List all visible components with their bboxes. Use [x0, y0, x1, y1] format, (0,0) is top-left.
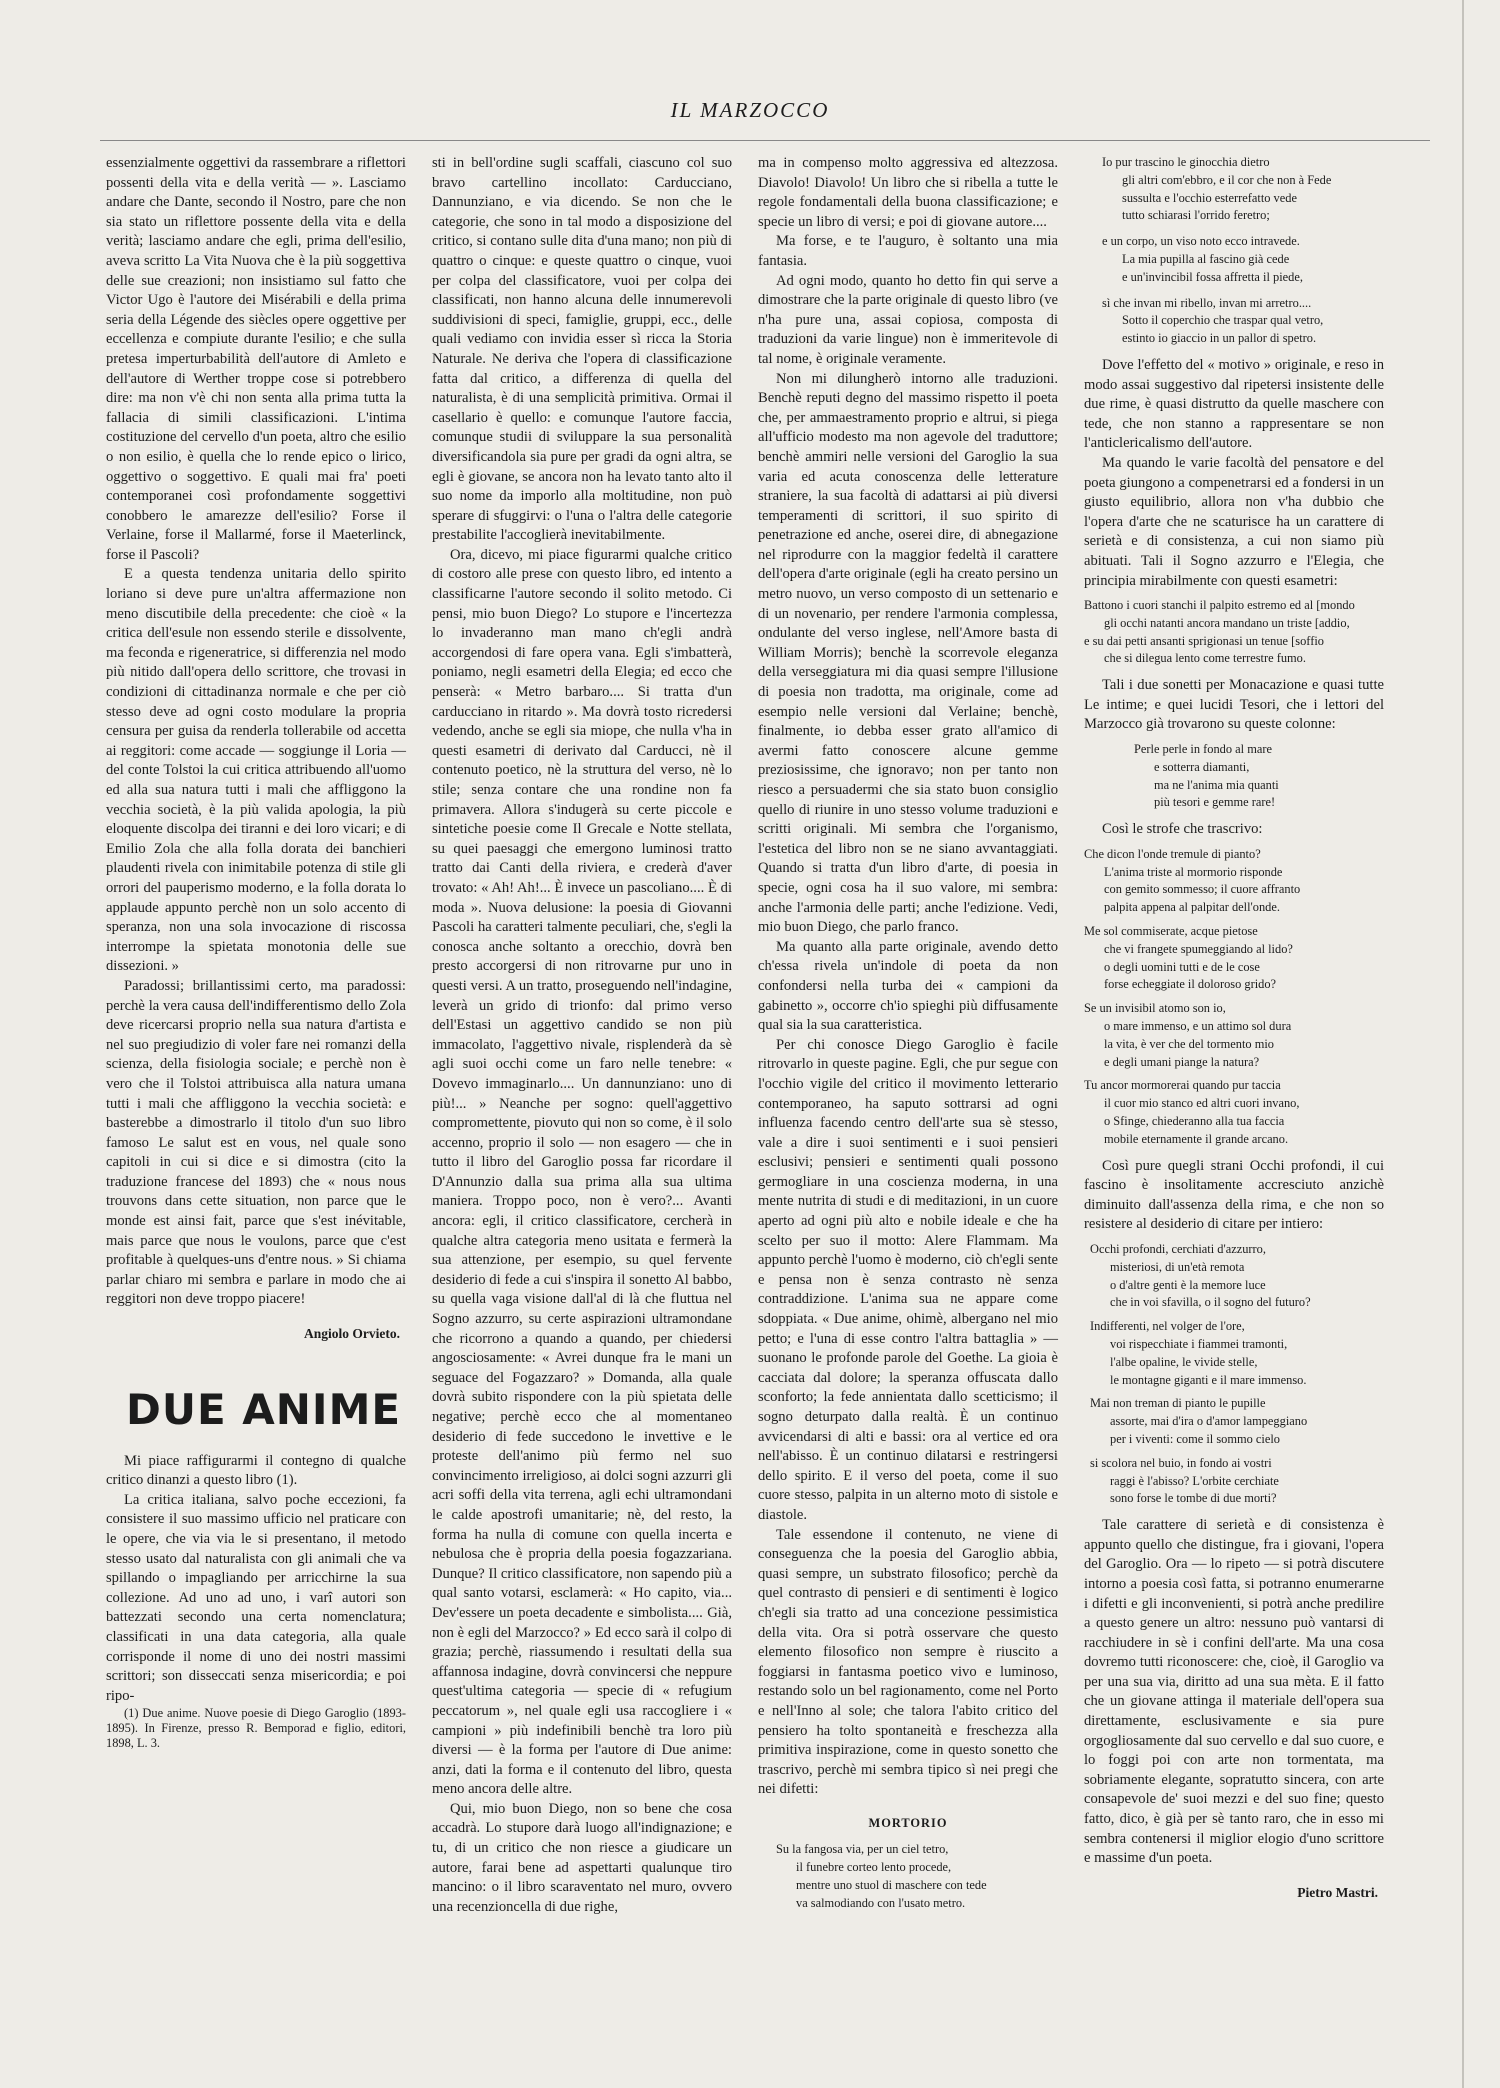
poem-elegia	[1084, 597, 1384, 668]
poem-line: o d'altre genti è la memore luce	[1110, 1277, 1266, 1292]
poem-line: Me sol commiserate, acque pietose	[1084, 924, 1258, 939]
poem-line: il funebre corteo lento procede,	[796, 1860, 952, 1875]
footnote: (1) Due anime. Nuove poesie di Diego Garoglio (1893-1895). In Firenze, presso R. Bemporad e figlio, editori, 1898, L. 3.	[106, 1706, 406, 1751]
poem-mortorio-cont	[1102, 154, 1384, 348]
paragraph: Tali i due sonetti per Monacazione e quasi tutte Le intime; e quei lucidi Tesori, che i lettori del Marzocco già trovarono su queste colonne:	[1084, 677, 1384, 733]
poem-line: Io pur trascino le ginocchia dietro	[1102, 155, 1270, 169]
poem-line: gli altri com'ebbro, e il cor che non à Fede	[1122, 172, 1332, 187]
poem-line: Su la fangosa via, per un ciel tetro,	[776, 1842, 949, 1857]
poem-line: e su dai petti ansanti sprigionasi un tenue [soffio	[1084, 633, 1324, 648]
paragraph: La critica italiana, salvo poche eccezioni, fa consistere il suo massimo ufficio nel praticare con le opere, che via via le si presentano, il metodo stesso usato dal naturalista con gli animali che va spillando o impagliando per arricchirne la sua collezione. Ad uno ad uno, i varî autori son battezzati secondo una certa nomenclatura; classificati in una data categoria, alla quale corrisponde il nome di uno dei nostri massimi scrittori; son disseccati senza misericordia; e poi ripo-	[106, 1491, 406, 1704]
signature-mastri: Pietro Mastri.	[1297, 1884, 1378, 1900]
poem-line: assorte, mai d'ira o d'amor lampeggiano	[1110, 1414, 1308, 1429]
poem-line: forse echeggiate il doloroso grido?	[1104, 977, 1277, 992]
paragraph: Ad ogni modo, quanto ho detto fin qui serve a dimostrare che la parte originale di questo libro (ve n'ha pure una, assai copiosa, composta di traduzioni da varie lingue) non è immeritevole di tal nome, è originale veramente.	[758, 272, 1058, 367]
masthead-title: IL MARZOCCO	[670, 98, 830, 122]
column-4	[1084, 154, 1384, 1902]
poem-line: Mai non treman di pianto le pupille	[1090, 1396, 1266, 1411]
poem-line: mobile eternamente il grande arcano.	[1104, 1131, 1289, 1146]
poem-line: il cuor mio stanco ed altri cuori invano,	[1104, 1096, 1300, 1111]
poem-line: Battono i cuori stanchi il palpito estremo ed al [mondo	[1084, 598, 1355, 613]
paragraph: Mi piace raffigurarmi il contegno di qualche critico dinanzi a questo libro (1).	[106, 1452, 406, 1489]
poem-line: più tesori e gemme rare!	[1154, 795, 1276, 810]
poem-line: va salmodiando con l'usato metro.	[796, 1895, 966, 1910]
poem-line: L'anima triste al mormorio risponde	[1104, 864, 1283, 879]
col1-body	[106, 154, 406, 1310]
poem-line: gli occhi natanti ancora mandano un triste [addio,	[1104, 615, 1350, 630]
signature-orvieto: Angiolo Orvieto.	[304, 1326, 400, 1342]
poem-mortorio	[776, 1841, 1058, 1912]
paragraph: Così pure quegli strani Occhi profondi, il cui fascino è insolitamente accresciuto anzichè diminuito dall'assenza della rima, e che non so resistere al desiderio di citare per intiero:	[1084, 1157, 1384, 1233]
paragraph: Tale carattere di serietà e di consistenza è appunto quello che distingue, fra i giovani, l'opera del Garoglio. Ora — lo ripeto — si potrà discutere intorno a poesia così fatta, si potranno enumerarne i difetti e gli inconvenienti, si potrà anche predilire a questo genere un altro: nessuno può vantarsi di racchiudere in sè i confini dell'arte. Ma una cosa dovremo tutti riconoscere: che, cioè, il Garoglio va per una sua via, diritto ad una sua mèta. E il fatto che un giovane attinga il materiale dell'opera sua direttamente, esclusivamente e sia pure orgogliosamente dal suo cervello e dal suo cuore, e lo foggi poi con arte non tormentata, ma sobriamente elegante, sopratutto sincera, con arte consapevole de' suoi mezzi e del suo fine; questo fatto, dico, è già per sè tanto raro, che in esso mi sembra contenersi il miglior elogio d'uno scrittore e massime d'un poeta.	[1084, 1517, 1384, 1867]
poem-onde	[1084, 846, 1384, 1149]
paragraph: Ma forse, e te l'auguro, è soltanto una mia fantasia.	[758, 233, 1058, 269]
article-title: DUE ANIME	[126, 1384, 402, 1434]
paragraph: ma in compenso molto aggressiva ed altezzosa. Diavolo! Diavolo! Un libro che si ribella a tutte le regole fondamentali della buona classificazione; e specie un libro di versi; e poi di giovane autore....	[758, 155, 1058, 230]
poem-line: sono forse le tombe di due morti?	[1110, 1491, 1277, 1506]
paragraph: Ma quanto alla parte originale, avendo detto ch'essa rivela un'indole di poeta da non confondersi nella turba dei « campioni da gabinetto », occorre ch'io spieghi più diffusamente qual sia la sua caratteristica.	[758, 938, 1058, 1034]
poem-line: sì che invan mi ribello, invan mi arretro....	[1102, 295, 1312, 310]
poem-line: e sotterra diamanti,	[1154, 759, 1250, 774]
poem-line: Tu ancor mormorerai quando pur taccia	[1084, 1078, 1281, 1093]
poem-line: ma ne l'anima mia quanti	[1154, 777, 1279, 792]
paragraph: Non mi dilungherò intorno alle traduzioni. Benchè reputi degno del massimo rispetto il poeta che, per ammaestramento proprio e altrui, si piega all'ufficio modesto ma non agevole del traduttore; benchè ammiri nelle versioni del Garoglio la sua varia ed acuta conoscenza delle letterature straniere, la sua facoltà di adattarsi ai più diversi temperamenti di scrittori, il suo spirito di penetrazione ed anche, oserei dire, di abnegazione nel riprodurre con la maggior fedeltà il carattere dell'opera d'arte originale (egli ha creato persino un metro nuovo, un verso composto di un settenario e di un novenario, per rendere l'armonia complessa, ondulante del verso inglese, nell'Amore basta di William Morris); benchè la scorrevole eleganza della verseggiatura mi dia quasi sempre l'illusione di poesia non tradotta, ma originale, come ad esempio nelle versioni dal Verlaine; benchè, finalmente, io debba esser grato all'amico di avermi fatto conoscere alcune gemme preziosissime, che ignoravo; non per tanto non riesco a persuadermi che sia stato buon consiglio quello di riunire in uno stesso volume traduzioni e scritti originali. Mi sembra che l'organismo, l'estetica del libro non se ne siano avvantaggiati. Quando si tratta d'un libro d'arte, di poesia in specie, ogni cosa ha il suo valore, mi sembra: anche l'armonia delle parti; anche l'edizione. Vedi, mio buon Diego, che parlo franco.	[758, 370, 1058, 936]
poem-line: misteriosi, di un'età remota	[1110, 1259, 1245, 1274]
poem-line: l'albe opaline, le vivide stelle,	[1110, 1354, 1258, 1369]
paragraph: E a questa tendenza unitaria dello spirito loriano si deve pure un'altra affermazione non meno discutibile della precedente: che cioè « la critica dell'esule non essendo sterile e dissolvente, ma feconda e rigeneratrice, si differenzia nel modo più nitido dall'opera dello scrittore, che trovasi in condizioni di cittadinanza normale e che per ciò stesso deve ad ogni costo modulare la propria censura per guisa da renderla tollerabile od accetta ai reggitori: come accade — soggiunge il Loria — del conte Tolstoi la cui critica attribuendo all'uomo ed alla sua natura tutti i mali che affliggono la vecchia società, è la più valida apologia, la più eloquente discolpa dei tiranni e dei loro vicari; e di Emilio Zola che alla folla dorata dei banchieri plaudenti rivela con inimitabile potenza di stile gli orrori del pauperismo moderno, e la folla dorata lo applaude appunto perchè non un solo accento di speranza, non una sola invocazione di riscossa interrompe la spietata monotonia delle sue dissezioni. »	[106, 566, 406, 975]
paragraph: Per chi conosce Diego Garoglio è facile ritrovarlo in queste pagine. Egli, che pur segue con l'occhio vigile del critico il movimento letterario contemporaneo, ha saputo sottrarsi ad ogni influenza facendo centro dell'arte sua sè stesso, vale a dire i suoi sentimenti e i suoi pensieri esclusivi; pensieri e sentimenti quali possono germogliare in una coscienza moderna, in una mente nutrita di studi e di meditazioni, in un cuore aperto ad ogni più alto e nobile ideale e che ha scelto per suo il motto: Alere Flammam. Ma appunto perchè l'uomo è moderno, ciò ch'egli sente e pensa non è senza contrasto nè senza contraddizione. L'anima sua ne appare come sdoppiata. « Due anime, ohimè, albergano nel mio petto; e l'una di esse contro l'altra battaglia » — suonano le profonde parole del Goethe. La gioia è cacciata dal dolore; la speranza offuscata dallo sconforto; la fede annientata dallo scetticismo; il sogno deturpato dalla realtà. È un continuo avvicendarsi di alti e bassi: ora al vertice ed ora nell'abisso. È un continuo dilatarsi e restringersi dello spirito. E il verso del poeta, come il suo cuore stesso, palpita in un alterno moto di sistole e diastole.	[758, 1036, 1058, 1523]
paragraph: Ma quando le varie facoltà del pensatore e del poeta giungono a compenetrarsi ed a fondersi in un giusto equilibrio, allora non v'ha dubbio che l'opera d'arte che ne scaturisce ha un carattere di serietà e di consistenza, a cui non siamo più abituati. Tali il Sogno azzurro e l'Elegia, che principia mirabilmente con questi esametri:	[1084, 454, 1384, 589]
paragraph: Paradossi; brillantissimi certo, ma paradossi: perchè la vera causa dell'indifferentismo dello Zola deve ricercarsi proprio nella sua natura d'artista e nel suo pregiudizio di voler fare nei romanzi della scienza, della fisiologia sociale; e perchè non è vero che il Tolstoi attribuisca alla natura umana tutti i mali che affliggono la vecchia società: e basterebbe a dimostrarlo il titolo d'un suo libro famoso Le salut est en vous, nel quale sono capitoli in cui si dice e si dimostra (cito la traduzione francese del 1893) che « nous nous trouvons dans cette situation, non parce que le monde est ainsi fait, parce que s'est inévitable, mais parce que nous le voulons, parce que c'est profitable à quelques-uns d'entre nous. » Si chiama parlar chiaro mi sembra e parlare in modo che ai reggitori non deve troppo piacere!	[106, 977, 406, 1308]
poem-line: che in voi sfavilla, o il sogno del futuro?	[1110, 1295, 1311, 1310]
poem-line: e un'invincibil fossa affretta il piede,	[1122, 269, 1303, 284]
column-1	[106, 154, 406, 1751]
paragraph: essenzialmente oggettivi da rassembrare a riflettori possenti della vita e della verità — ». Lasciamo andare che Dante, secondo il Nostro, pare che non sia stato un riflettore possente della vita e della verità; lasciamo andare che egli, prima dell'esilio, aveva scritto La Vita Nuova che è la più soggettiva delle sue creazioni; non insistiamo sul fatto che Victor Ugo è l'autore dei Misérabili e della prima seria della Légende des siècles opere oggettive per eccellenza e compiute durante l'esilio; e che sulla pretesa imperturbabilità dell'autore di Amleto e dell'autore di Werther troppe cose si potrebbero dire: ma non v'è chi non senta alla prima tutta la fallacia di simili classificazioni. L'intima costituzione del cervello d'un poeta, altro che esilio o non esilio, è quella che lo rende epico o lirico, oggettivo o soggettivo. E quali mai fra' poeti contemporanei così profondamente soggettivi conobbero le amarezze dell'esilio? Forse il Verlaine, forse il Mallarmé, forse il Maeterlinck, forse il Pascoli?	[106, 155, 406, 563]
poem-line: le montagne giganti e il mare immenso.	[1110, 1372, 1307, 1387]
poem-line: Sotto il coperchio che traspar qual vetro,	[1122, 313, 1324, 328]
poem-line: Se un invisibil atomo son io,	[1084, 1001, 1226, 1016]
poem-line: per i viventi: come il sommo cielo	[1110, 1431, 1280, 1446]
poem-occhi	[1090, 1241, 1384, 1508]
poem-line: sussulta e l'occhio esterrefatto vede	[1122, 190, 1297, 205]
poem-line: che vi frangete spumeggiando al lido?	[1104, 941, 1293, 956]
paragraph: Dove l'effetto del « motivo » originale, e reso in modo assai suggestivo dal ripetersi insistente delle due rime, è quasi distrutto da quelle maschere con tede, che non stanno a rappresentare se non l'anticlericalismo dell'autore.	[1084, 356, 1384, 452]
column-2	[432, 154, 732, 1917]
poem-line: Occhi profondi, cerchiati d'azzurro,	[1090, 1241, 1266, 1256]
column-3	[758, 154, 1058, 1921]
poem-line: tutto schiarasi l'orrido feretro;	[1122, 208, 1270, 223]
poem-line: mentre uno stuol di maschere con tede	[796, 1878, 987, 1893]
poem-line: la vita, è ver che del tormento mio	[1104, 1036, 1274, 1051]
poem-line: Perle perle in fondo al mare	[1134, 742, 1272, 757]
poem-title: MORTORIO	[868, 1815, 948, 1830]
poem-line: palpita appena al palpitar dell'onde.	[1104, 900, 1280, 915]
poem-line: che si dilegua lento come terrestre fumo.	[1104, 651, 1306, 666]
poem-tesori	[1134, 741, 1384, 812]
poem-line: o Sfinge, chiederanno alla tua faccia	[1104, 1114, 1285, 1128]
poem-line: o degli uomini tutti e de le cose	[1104, 959, 1260, 974]
poem-line: si scolora nel buio, in fondo ai vostri	[1090, 1455, 1272, 1470]
paragraph: Qui, mio buon Diego, non so bene che cosa accadrà. Lo stupore darà luogo all'indignazione; e tu, di un critico che non riesce a giudicare un autore, farai bene ad aspettarti qualunque tiro mancino: o il libro scaraventato nel muro, ovvero una recenzioncella di due righe,	[432, 1800, 732, 1915]
paragraph: Tale essendone il contenuto, ne viene di conseguenza che la poesia del Garoglio abbia, quasi sempre, un substrato filosofico; perchè da quel contrasto di pensieri e di sentimenti è logico ch'egli sia tratto ad una concezione pessimistica della vita. Ora si potrà osservare che questo elemento filosofico non sempre è riuscito a foggiarsi in fantasma poetico vivo e luminoso, restando solo un bel ragionamento, come nel Porto e nell'Inno al sole; che talora l'abito critico del pensiero ha tolto spontaneità e freschezza alla primitiva inspirazione, come in questo sonetto che trascrivo, perchè mi sembra tipico sì nei pregi che nei difetti:	[758, 1526, 1058, 1798]
poem-line: con gemito sommesso; il cuore affranto	[1104, 882, 1301, 897]
poem-line: Indifferenti, nel volger de l'ore,	[1090, 1319, 1245, 1334]
poem-line: e degli umani piange la natura?	[1104, 1054, 1260, 1069]
page-fold	[1462, 0, 1464, 2088]
paragraph: sti in bell'ordine sugli scaffali, ciascuno col suo bravo cartellino incollato: Carducciano, Dannunziano, e via dicendo. Se non che le categorie, che sono in tal modo a disposizione del critico, si contano sulle dita d'una mano; non più di quattro o cinque: e queste quattro o cinque, vuoi per colpa del classificatore, vuoi per colpa dei classificati, non hanno alcuna delle innumerevoli suddivisioni di speci, famiglie, gruppi, ecc., delle quali vediamo con invidia esser sì ricca la Storia Naturale. Ne deriva che l'opera di classificazione fatta dal critico, a differenza di quella del naturalista, è di una semplicità primitiva. Ormai il casellario è quello: e comunque l'autore faccia, comunque studii di sviluppare la sua personalità diversificandola sia pure per gradi da ogni altra, se egli è giovane, se ancora non ha levato tanto alto il suo nome da imporlo alla moltitudine, non può sperare di sfuggirvi: o l'una o l'altra delle categorie prestabilite l'accoglierà inevitabilmente.	[432, 155, 732, 544]
poem-line: voi rispecchiate i fiammei tramonti,	[1110, 1336, 1288, 1351]
paragraph: Così le strofe che trascrivo:	[1102, 821, 1263, 838]
poem-line: Che dicon l'onde tremule di pianto?	[1084, 846, 1261, 861]
paragraph: Ora, dicevo, mi piace figurarmi qualche critico di costoro alle prese con questo libro, ed intento a classificarne l'autore secondo il solito metodo. Ci pensi, mio buon Diego? Lo stupore e l'incertezza lo invaderanno man mano ch'egli andrà accorgendosi di fare opera vana. Egli s'imbatterà, poniamo, negli esametri della Elegia; ed ecco che penserà: « Metro barbaro.... Si tratta d'un carducciano in ritardo ». Ma dovrà tosto ricredersi vedendo, anche se egli sia miope, che nulla v'ha in questi esametri di derivato dal Carducci, nè il contenuto poetico, nè la struttura del verso, nè lo stile; senza contare che una rondine non fa primavera. Allora s'indugerà su certe piccole e sintetiche poesie come Il Grecale e Notte stellata, su quei paesaggi che emergono luminosi tratto tratto dai Canti della riviera, e crederà d'aver trovato: « Ah! Ah!... È invece un pascoliano.... È di moda ». Nuova delusione: la poesia di Giovanni Pascoli ha caratteri talmente peculiari, che, s'egli la conosca anche soltanto a orecchio, dovrà ben presto accorgersi di non ritrovarne pur uno in questi versi. A un tratto, proseguendo nell'indagine, leverà un grido di trionfo: dal primo verso dell'Estasi un aggettivo candido se non più immacolato, l'aggettivo nivale, risplenderà da sè agli suoi occhi come un faro nelle tenebre: « Dovevo immaginarlo.... Un dannunziano: uno di più!... » Neanche per sogno: quell'aggettivo compromettente, piovuto qui non so come, è il solo accenno, proprio il solo — non esagero — che in tutto il libro del Garoglio possa far ricordare il D'Annunzio dalla sua prima alla sua ultima maniera. Troppo poco, non è vero?... Avanti ancora: egli, il critico classificatore, cercherà in qualche altra categoria meno usitata e fermerà la sua attenzione, per esempio, su quel fervente desiderio di fede a cui s'inspira il sonetto Al babbo, su quella vaga visione dall'al di là che fluttua nel Sogno azzurro, su certe aspirazioni ultramondane che ricorrono a quando a quando, per chiedersi angosciosamente: « Avrei dunque fra le mani un seguace del Fogazzaro? » Domanda, alla quale dovrà subito rispondere con la più spietata delle negative; perchè ecco che al momentaneo desiderio di fede succedono le invettive e le proteste dell'animo più fermo nel suo convincimento irreligioso, ai dolci sogni azzurri gli acri soffi della vita terrena, agli echi ultramondani le calde apostrofi umanitarie; nè, del resto, la forma ha nulla di comune con quella incerta e nebulosa che è propria della poesia fogazzariana. Dunque? Il critico classificatore, non sapendo più a qual santo votarsi, esclamerà: « Ho capito, via... Dev'essere un poeta decadente e simbolista.... Già, non è egli del Marzocco? » Ed ecco sarà il colpo di grazia; perchè, riassumendo i resultati della sua affannosa indagine, dovrà convincersi che neppure quest'ultima categoria — specie di « refugium peccatorum », nel quale egli usa raccogliere i « campioni » più indefinibili benchè tra loro più diversi — è la forma per l'autore di Due anime: anzi, dati la forma e il contenuto del libro, questa meno ancora delle altre.	[432, 546, 732, 1798]
poem-line: raggi è l'abisso? L'orbite cerchiate	[1110, 1473, 1279, 1488]
poem-line: estinto io giaccio in un pallor di spetro.	[1122, 331, 1317, 346]
poem-line: La mia pupilla al fascino già cede	[1122, 251, 1290, 266]
header-rule	[100, 140, 1430, 141]
poem-line: e un corpo, un viso noto ecco intravede.	[1102, 234, 1300, 249]
poem-line: o mare immenso, e un attimo sol dura	[1104, 1019, 1292, 1034]
